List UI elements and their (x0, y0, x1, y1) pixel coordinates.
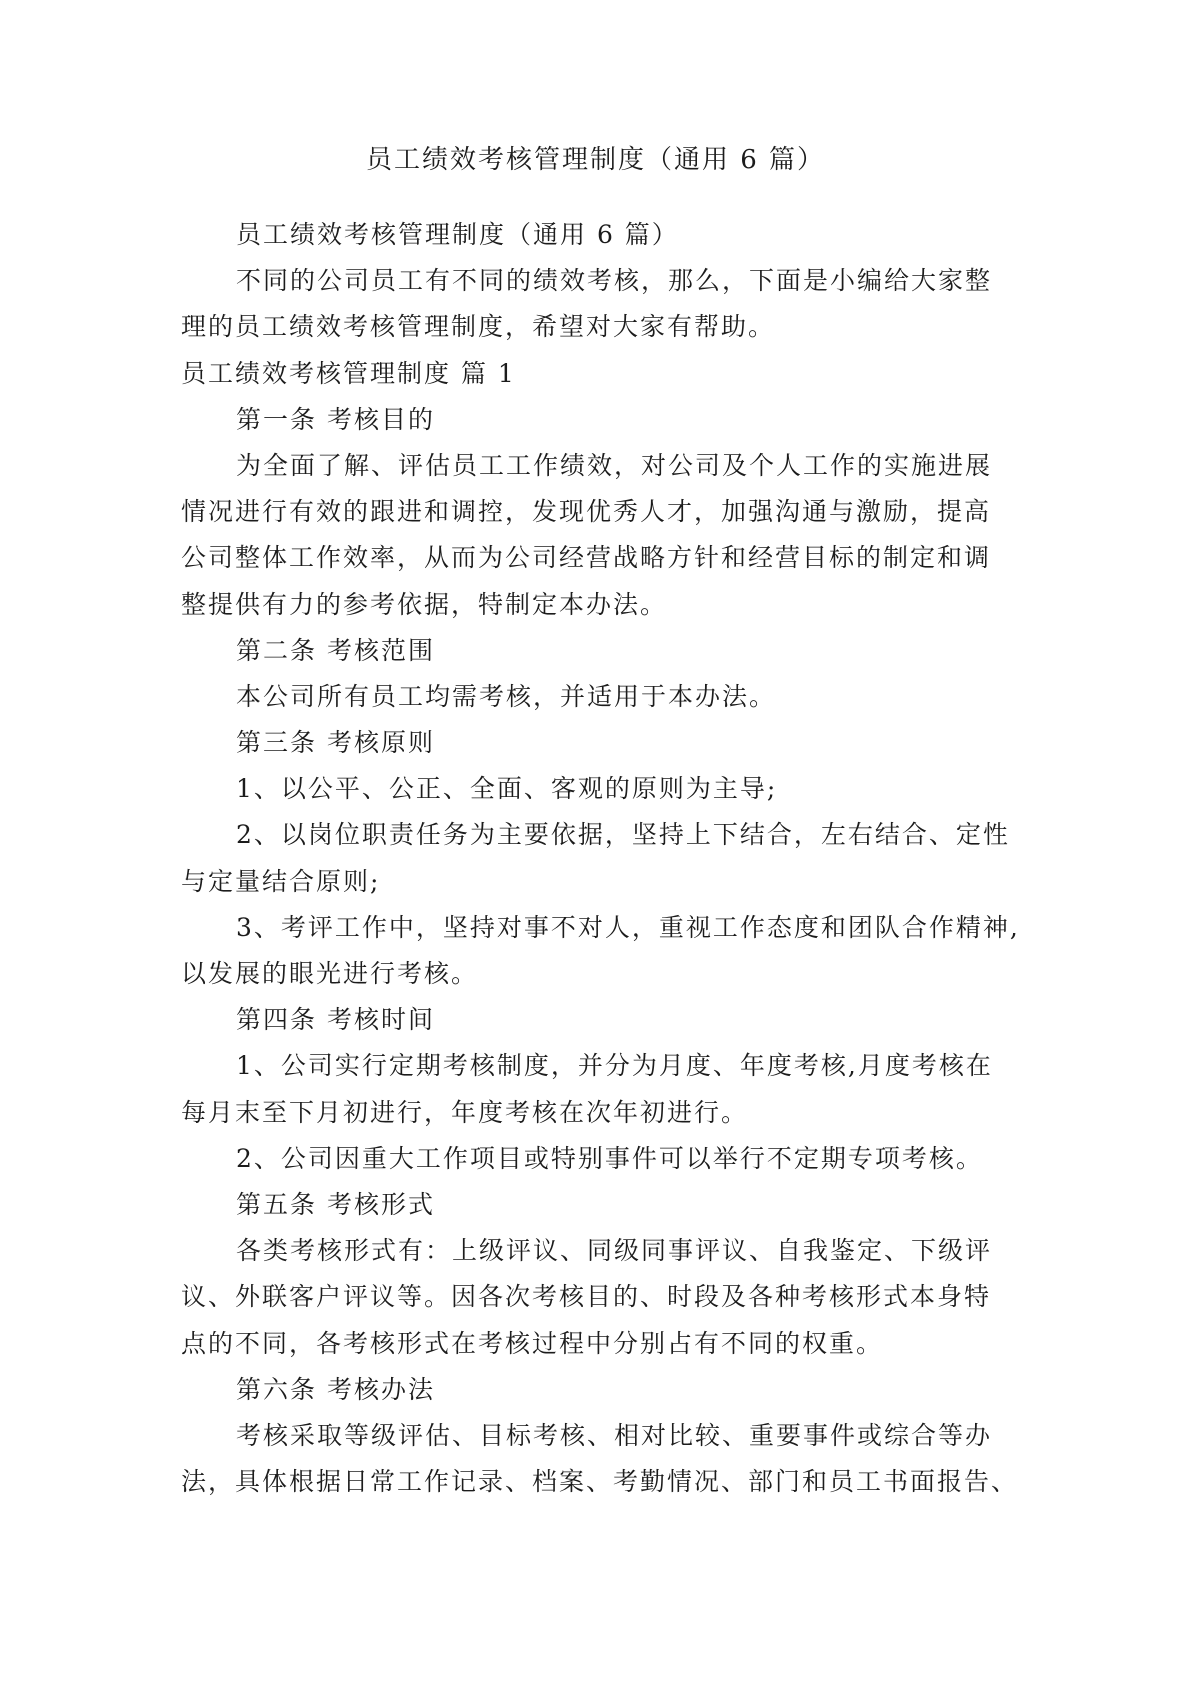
document-title: 员工绩效考核管理制度（通用 6 篇） (365, 145, 826, 175)
text-line: 点的不同，各考核形式在考核过程中分别占有不同的权重。 (181, 1328, 884, 1358)
text-line: 第五条 考核形式 (236, 1189, 435, 1219)
text-line: 第二条 考核范围 (236, 635, 435, 665)
text-line: 每月末至下月初进行，年度考核在次年初进行。 (181, 1097, 749, 1127)
text-line: 第四条 考核时间 (236, 1005, 435, 1035)
text-line: 1、公司实行定期考核制度，并分为月度、年度考核,月度考核在 (236, 1051, 993, 1081)
text-line: 2、公司因重大工作项目或特别事件可以举行不定期专项考核。 (236, 1143, 983, 1173)
text-line: 法，具体根据日常工作记录、档案、考勤情况、部门和员工书面报告、 (181, 1467, 1019, 1497)
document-body (181, 212, 1020, 1505)
text-line: 理的员工绩效考核管理制度，希望对大家有帮助。 (181, 312, 776, 342)
text-line: 议、外联客户评议等。因各次考核目的、时段及各种考核形式本身特 (181, 1282, 992, 1312)
text-line: 各类考核形式有：上级评议、同级同事评议、自我鉴定、下级评 (236, 1236, 993, 1266)
text-line: 员工绩效考核管理制度（通用 6 篇） (236, 220, 679, 249)
text-line: 整提供有力的参考依据，特制定本办法。 (181, 589, 668, 619)
text-line: 第六条 考核办法 (236, 1374, 435, 1404)
text-line: 第一条 考核目的 (236, 404, 435, 434)
text-line: 为全面了解、评估员工工作绩效，对公司及个人工作的实施进展 (236, 450, 993, 480)
text-line: 考核采取等级评估、目标考核、相对比较、重要事件或综合等办 (236, 1420, 993, 1450)
text-line: 不同的公司员工有不同的绩效考核，那么，下面是小编给大家整 (236, 266, 993, 296)
text-line: 公司整体工作效率，从而为公司经营战略方针和经营目标的制定和调 (181, 543, 992, 573)
text-line: 以发展的眼光进行考核。 (181, 959, 479, 988)
text-line: 情况进行有效的跟进和调控，发现优秀人才，加强沟通与激励，提高 (181, 497, 992, 527)
text-line: 与定量结合原则; (181, 866, 381, 896)
text-line: 员工绩效考核管理制度 篇 1 (181, 358, 516, 388)
text-line: 3、考评工作中，坚持对事不对人，重视工作态度和团队合作精神, (236, 912, 1020, 942)
text-line: 1、以公平、公正、全面、客观的原则为主导; (236, 774, 778, 804)
text-line: 2、以岗位职责任务为主要依据，坚持上下结合，左右结合、定性 (236, 820, 1010, 850)
text-line: 第三条 考核原则 (236, 728, 435, 758)
text-line: 本公司所有员工均需考核，并适用于本办法。 (236, 681, 777, 711)
